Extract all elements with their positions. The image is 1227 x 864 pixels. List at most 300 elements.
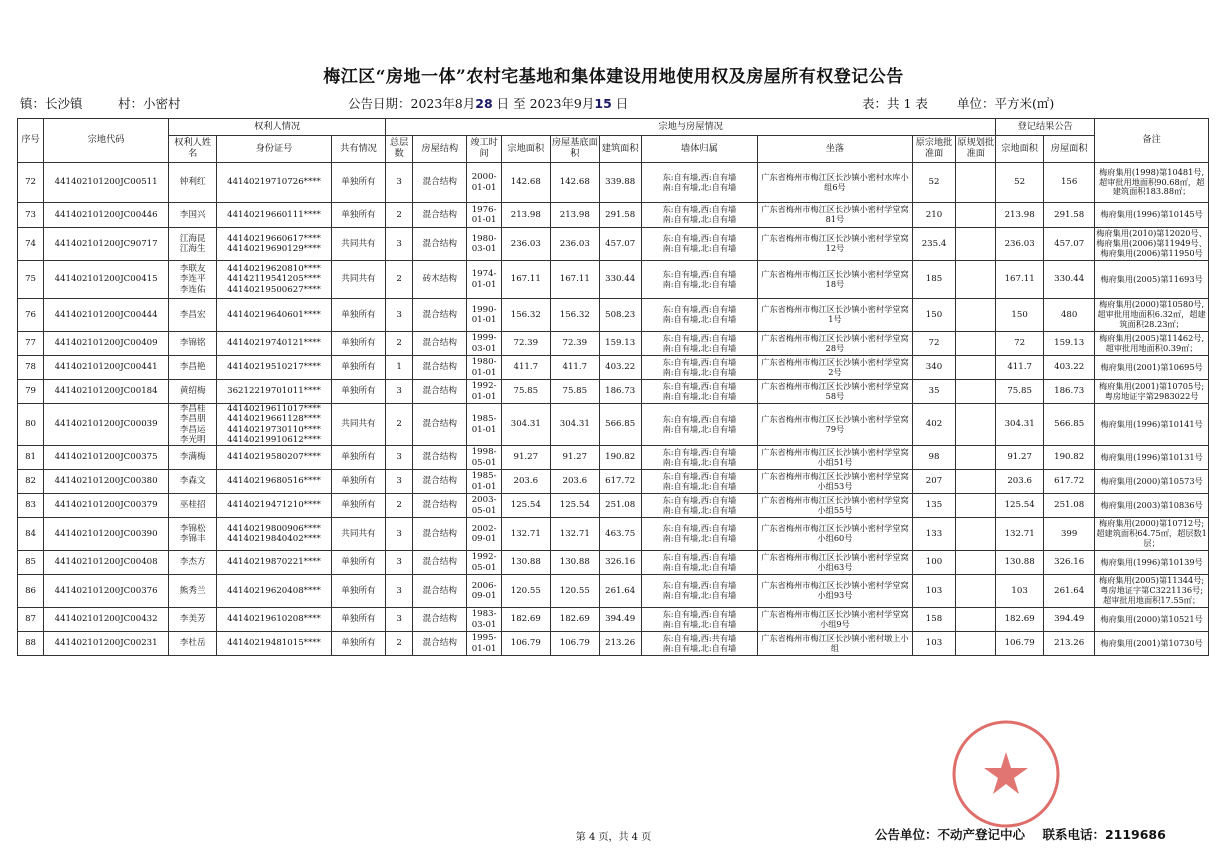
cell-code: 441402101200JC00231 [44,632,169,656]
cell-rhouse: 291.58 [1044,203,1095,228]
cell-loc: 广东省梅州市梅江区长沙镇小密村学堂窝79号 [758,404,912,446]
cell-plan [956,404,996,446]
cell-plan [956,380,996,404]
cell-name: 李昌宏 [169,299,217,332]
cell-share: 单独所有 [331,380,385,404]
cell-share: 单独所有 [331,203,385,228]
cell-code: 441402101200JC00379 [44,494,169,518]
cell-remark: 梅府集用(2000)第10580号,超审批用地面积6.32㎡，超建筑面积28.23㎡； [1095,299,1209,332]
cell-name: 李联友 李连平 李连佑 [169,261,217,299]
cell-structure: 混合结构 [413,380,467,404]
cell-built: 1974-01-01 [467,261,501,299]
cell-id: 44140219580207**** [217,446,332,470]
cell-base: 142.68 [550,163,599,203]
cell-remark: 梅府集用(2005)第11344号;粤房地证字第C3221136号;超审批用地面积17.55㎡； [1095,575,1209,608]
cell-orig: 72 [912,332,956,356]
cell-code: 441402101200JC00415 [44,261,169,299]
cell-id: 44140219680516**** [217,470,332,494]
cell-build: 190.82 [599,446,641,470]
announcing-unit: 公告单位：不动产登记中心 [875,827,1026,842]
cell-plan [956,163,996,203]
cell-code: 441402101200JC00380 [44,470,169,494]
cell-build: 251.08 [599,494,641,518]
cell-built: 1976-01-01 [467,203,501,228]
official-seal [950,718,1062,830]
cell-structure: 混合结构 [413,163,467,203]
header-seq: 序号 [18,119,44,163]
cell-structure: 混合结构 [413,518,467,551]
cell-land: 75.85 [501,380,550,404]
cell-base: 120.55 [550,575,599,608]
cell-orig: 135 [912,494,956,518]
unit-label: 单位：平方米(㎡) [957,96,1055,111]
header-orig-area: 原宗地批准面 [912,136,956,163]
cell-wall: 东:自有墙,西:自有墙 南:自有墙,北:自有墙 [641,261,758,299]
cell-name: 李杰方 [169,551,217,575]
cell-rhouse: 617.72 [1044,470,1095,494]
cell-loc: 广东省梅州市梅江区长沙镇小密村学堂窝12号 [758,228,912,261]
announcement-date [348,94,628,112]
cell-loc: 广东省梅州市梅江区长沙镇小密村学堂窝小组60号 [758,518,912,551]
date-mid: 日 至 2023年9月 [496,96,595,111]
cell-rhouse: 394.49 [1044,608,1095,632]
cell-rhouse: 403.22 [1044,356,1095,380]
cell-rhouse: 159.13 [1044,332,1095,356]
cell-id: 44140219660111**** [217,203,332,228]
cell-id: 44140219740121**** [217,332,332,356]
cell-land: 142.68 [501,163,550,203]
cell-name: 江海昆 江海生 [169,228,217,261]
cell-remark: 梅府集用(2005)第11693号 [1095,261,1209,299]
cell-plan [956,470,996,494]
cell-name: 李昌桂 李昌朋 李昌运 李光明 [169,404,217,446]
cell-orig: 158 [912,608,956,632]
cell-code: 441402101200JC00039 [44,404,169,446]
page-number: 第 4 页，共 4 页 [575,832,652,843]
cell-share: 单独所有 [331,356,385,380]
cell-wall: 东:自有墙,西:自有墙 南:自有墙,北:自有墙 [641,404,758,446]
cell-structure: 混合结构 [413,575,467,608]
cell-plan [956,494,996,518]
cell-plan [956,575,996,608]
cell-code: 441402101200JC00408 [44,551,169,575]
cell-build: 330.44 [599,261,641,299]
cell-base: 91.27 [550,446,599,470]
cell-orig: 340 [912,356,956,380]
cell-rland: 236.03 [996,228,1044,261]
cell-floors: 2 [386,404,413,446]
header-remark: 备注 [1095,119,1209,163]
header-land-area: 宗地面积 [501,136,550,163]
cell-share: 单独所有 [331,446,385,470]
cell-rhouse: 213.26 [1044,632,1095,656]
cell-land: 304.31 [501,404,550,446]
cell-wall: 东:自有墙,西:自有墙 南:自有墙,北:自有墙 [641,356,758,380]
cell-seq: 77 [18,332,44,356]
header-plan-area: 原规划批准面 [956,136,996,163]
cell-wall: 东:自有墙,西:自有墙 南:自有墙,北:自有墙 [641,494,758,518]
cell-build: 566.85 [599,404,641,446]
cell-id: 44140219610208**** [217,608,332,632]
cell-build: 339.88 [599,163,641,203]
cell-loc: 广东省梅州市梅江区长沙镇小密村学堂窝小组51号 [758,446,912,470]
cell-loc: 广东省梅州市梅江区长沙镇小密村学堂窝小组93号 [758,575,912,608]
registration-table [17,118,1209,656]
cell-structure: 混合结构 [413,356,467,380]
cell-share: 共同共有 [331,518,385,551]
cell-land: 156.32 [501,299,550,332]
cell-floors: 3 [386,163,413,203]
cell-base: 156.32 [550,299,599,332]
cell-structure: 混合结构 [413,446,467,470]
cell-seq: 79 [18,380,44,404]
cell-wall: 东:自有墙,西:自有墙 南:自有墙,北:自有墙 [641,551,758,575]
header-location: 坐落 [758,136,912,163]
cell-name: 巫桂招 [169,494,217,518]
cell-rhouse: 326.16 [1044,551,1095,575]
cell-name: 李锦松 李锦丰 [169,518,217,551]
cell-base: 213.98 [550,203,599,228]
cell-structure: 混合结构 [413,332,467,356]
cell-rland: 106.79 [996,632,1044,656]
cell-rhouse: 399 [1044,518,1095,551]
cell-wall: 东:自有墙,西:自有墙 南:自有墙,北:自有墙 [641,470,758,494]
header-built: 竣工时间 [467,136,501,163]
cell-id: 44140219471210**** [217,494,332,518]
table-row [18,356,1209,380]
cell-rland: 203.6 [996,470,1044,494]
cell-share: 单独所有 [331,494,385,518]
cell-wall: 东:自有墙,西:自有墙 南:自有墙,北:自有墙 [641,446,758,470]
cell-seq: 83 [18,494,44,518]
cell-base: 130.88 [550,551,599,575]
table-row [18,404,1209,446]
cell-seq: 76 [18,299,44,332]
cell-built: 2000-01-01 [467,163,501,203]
cell-remark: 梅府集用(2010)第12020号、梅府集用(2006)第11949号、梅府集用(2006)第11950号 [1095,228,1209,261]
table-row [18,299,1209,332]
cell-rland: 132.71 [996,518,1044,551]
cell-seq: 87 [18,608,44,632]
cell-orig: 133 [912,518,956,551]
header-base-area: 房屋基底面积 [550,136,599,163]
cell-id: 44140219620810**** 44142119541205**** 44140219500627**** [217,261,332,299]
cell-build: 213.26 [599,632,641,656]
cell-code: 441402101200JC00390 [44,518,169,551]
cell-loc: 广东省梅州市梅江区长沙镇小密村学堂窝小组63号 [758,551,912,575]
header-result-group: 登记结果公告 [996,119,1095,136]
cell-remark: 梅府集用(2005)第11462号,超审批用地面积0.39㎡； [1095,332,1209,356]
cell-id: 44140219800906**** 44140219840402**** [217,518,332,551]
cell-code: 441402101200JC00184 [44,380,169,404]
cell-built: 1992-01-01 [467,380,501,404]
cell-remark: 梅府集用(1996)第10131号 [1095,446,1209,470]
cell-share: 单独所有 [331,551,385,575]
cell-share: 共同共有 [331,404,385,446]
table-row [18,494,1209,518]
cell-build: 508.23 [599,299,641,332]
footer-contact [875,825,1166,843]
cell-orig: 98 [912,446,956,470]
date-suffix: 日 [615,96,629,111]
table-row [18,551,1209,575]
header-floors: 总层数 [386,136,413,163]
cell-build: 394.49 [599,608,641,632]
cell-base: 411.7 [550,356,599,380]
cell-structure: 混合结构 [413,404,467,446]
cell-built: 2003-05-01 [467,494,501,518]
cell-plan [956,332,996,356]
cell-structure: 混合结构 [413,494,467,518]
cell-orig: 185 [912,261,956,299]
cell-land: 236.03 [501,228,550,261]
date-prefix: 公告日期：2023年8月 [348,96,476,111]
cell-floors: 2 [386,261,413,299]
cell-floors: 3 [386,518,413,551]
cell-built: 1999-03-01 [467,332,501,356]
cell-rland: 75.85 [996,380,1044,404]
cell-land: 125.54 [501,494,550,518]
cell-land: 132.71 [501,518,550,551]
cell-remark: 梅府集用(2001)第10705号;粤房地证字第2983022号 [1095,380,1209,404]
cell-loc: 广东省梅州市梅江区长沙镇小密村学堂窝81号 [758,203,912,228]
cell-share: 单独所有 [331,163,385,203]
cell-seq: 84 [18,518,44,551]
cell-built: 1980-01-01 [467,356,501,380]
cell-land: 411.7 [501,356,550,380]
header-land-group: 宗地与房屋情况 [386,119,996,136]
table-row [18,632,1209,656]
cell-structure: 混合结构 [413,632,467,656]
cell-base: 132.71 [550,518,599,551]
cell-built: 1995-01-01 [467,632,501,656]
header-share: 共有情况 [331,136,385,163]
cell-rland: 130.88 [996,551,1044,575]
cell-loc: 广东省梅州市梅江区长沙镇小密村学堂窝58号 [758,380,912,404]
cell-floors: 3 [386,608,413,632]
cell-orig: 207 [912,470,956,494]
cell-built: 1985-01-01 [467,404,501,446]
cell-rland: 182.69 [996,608,1044,632]
cell-share: 单独所有 [331,332,385,356]
cell-orig: 52 [912,163,956,203]
cell-base: 106.79 [550,632,599,656]
cell-seq: 86 [18,575,44,608]
cell-built: 1990-01-01 [467,299,501,332]
header-code: 宗地代码 [44,119,169,163]
cell-floors: 1 [386,356,413,380]
cell-land: 120.55 [501,575,550,608]
cell-id: 44140219481015**** [217,632,332,656]
cell-wall: 东:自有墙,西:自有墙 南:自有墙,北:自有墙 [641,575,758,608]
cell-orig: 100 [912,551,956,575]
cell-built: 2002-09-01 [467,518,501,551]
cell-land: 203.6 [501,470,550,494]
cell-share: 单独所有 [331,632,385,656]
header-result-land: 宗地面积 [996,136,1044,163]
cell-rland: 213.98 [996,203,1044,228]
cell-share: 单独所有 [331,575,385,608]
table-row [18,518,1209,551]
cell-seq: 81 [18,446,44,470]
cell-rland: 103 [996,575,1044,608]
cell-name: 李杜岳 [169,632,217,656]
cell-name: 李锦铭 [169,332,217,356]
cell-plan [956,261,996,299]
cell-loc: 广东省梅州市梅江区长沙镇小密村学堂窝2号 [758,356,912,380]
cell-structure: 混合结构 [413,551,467,575]
cell-rland: 304.31 [996,404,1044,446]
cell-id: 44140219510217**** [217,356,332,380]
page-title: 梅江区“房地一体”农村宅基地和集体建设用地使用权及房屋所有权登记公告 [323,67,904,87]
cell-base: 236.03 [550,228,599,261]
cell-rland: 150 [996,299,1044,332]
cell-loc: 广东省梅州市梅江区长沙镇小密村水库小组6号 [758,163,912,203]
table-row [18,380,1209,404]
cell-build: 403.22 [599,356,641,380]
cell-structure: 砖木结构 [413,261,467,299]
cell-id: 44140219870221**** [217,551,332,575]
cell-built: 1998-05-01 [467,446,501,470]
cell-orig: 402 [912,404,956,446]
cell-code: 441402101200JC00511 [44,163,169,203]
cell-name: 李森文 [169,470,217,494]
cell-land: 213.98 [501,203,550,228]
cell-remark: 梅府集用(2001)第10730号 [1095,632,1209,656]
cell-orig: 35 [912,380,956,404]
cell-rhouse: 190.82 [1044,446,1095,470]
cell-code: 441402101200JC00444 [44,299,169,332]
cell-name: 黄绍梅 [169,380,217,404]
cell-base: 125.54 [550,494,599,518]
cell-code: 441402101200JC00441 [44,356,169,380]
cell-id: 44140219611017**** 44140219661128**** 44140219730110**** 44140219910612**** [217,404,332,446]
cell-seq: 88 [18,632,44,656]
cell-floors: 2 [386,494,413,518]
cell-base: 203.6 [550,470,599,494]
header-build-area: 建筑面积 [599,136,641,163]
cell-rhouse: 330.44 [1044,261,1095,299]
cell-id: 44140219640601**** [217,299,332,332]
cell-rhouse: 480 [1044,299,1095,332]
table-row [18,163,1209,203]
cell-floors: 2 [386,632,413,656]
cell-floors: 3 [386,299,413,332]
cell-id: 44140219710726**** [217,163,332,203]
cell-rland: 52 [996,163,1044,203]
cell-build: 617.72 [599,470,641,494]
cell-build: 159.13 [599,332,641,356]
cell-seq: 82 [18,470,44,494]
cell-land: 167.11 [501,261,550,299]
cell-plan [956,608,996,632]
cell-code: 441402101200JC90717 [44,228,169,261]
cell-remark: 梅府集用(2000)第10573号 [1095,470,1209,494]
header-owner-group: 权利人情况 [169,119,386,136]
cell-floors: 3 [386,228,413,261]
cell-name: 李昌艳 [169,356,217,380]
cell-plan [956,228,996,261]
cell-rhouse: 156 [1044,163,1095,203]
cell-orig: 103 [912,632,956,656]
cell-floors: 3 [386,551,413,575]
cell-plan [956,299,996,332]
cell-seq: 78 [18,356,44,380]
cell-remark: 梅府集用(1996)第10139号 [1095,551,1209,575]
cell-floors: 3 [386,446,413,470]
cell-floors: 3 [386,575,413,608]
cell-rhouse: 261.64 [1044,575,1095,608]
cell-loc: 广东省梅州市梅江区长沙镇小密村学堂窝18号 [758,261,912,299]
cell-code: 441402101200JC00376 [44,575,169,608]
cell-orig: 150 [912,299,956,332]
header-wall: 墙体归属 [641,136,758,163]
cell-rhouse: 457.07 [1044,228,1095,261]
table-row [18,575,1209,608]
date-day-end: 15 [594,96,612,111]
cell-base: 182.69 [550,608,599,632]
cell-floors: 2 [386,332,413,356]
cell-plan [956,446,996,470]
town-label: 镇：长沙镇 [20,96,83,111]
cell-name: 钟利红 [169,163,217,203]
cell-base: 304.31 [550,404,599,446]
cell-rland: 411.7 [996,356,1044,380]
cell-rhouse: 186.73 [1044,380,1095,404]
cell-structure: 混合结构 [413,608,467,632]
cell-built: 1985-01-01 [467,470,501,494]
cell-plan [956,632,996,656]
cell-rland: 72 [996,332,1044,356]
cell-land: 182.69 [501,608,550,632]
cell-land: 72.39 [501,332,550,356]
cell-remark: 梅府集用(2003)第10836号 [1095,494,1209,518]
cell-seq: 74 [18,228,44,261]
cell-share: 单独所有 [331,470,385,494]
cell-wall: 东:自有墙,西:自有墙 南:自有墙,北:自有墙 [641,228,758,261]
cell-remark: 梅府集用(1998)第10481号,超审批用地面积90.68㎡，超建筑面积183.88㎡； [1095,163,1209,203]
cell-wall: 东:自有墙,西:共有墙 南:自有墙,北:自有墙 [641,632,758,656]
cell-name: 李美芳 [169,608,217,632]
cell-seq: 73 [18,203,44,228]
cell-floors: 3 [386,380,413,404]
cell-wall: 东:自有墙,西:自有墙 南:自有墙,北:自有墙 [641,332,758,356]
cell-share: 共同共有 [331,261,385,299]
cell-structure: 混合结构 [413,228,467,261]
table-row [18,608,1209,632]
cell-orig: 103 [912,575,956,608]
cell-loc: 广东省梅州市梅江区长沙镇小密村学堂窝小组9号 [758,608,912,632]
cell-rland: 167.11 [996,261,1044,299]
cell-built: 1980-03-01 [467,228,501,261]
header-name: 权利人姓名 [169,136,217,163]
cell-name: 李国兴 [169,203,217,228]
cell-loc: 广东省梅州市梅江区长沙镇小密村学堂窝28号 [758,332,912,356]
cell-remark: 梅府集用(1996)第10145号 [1095,203,1209,228]
cell-code: 441402101200JC00446 [44,203,169,228]
cell-remark: 梅府集用(1996)第10141号 [1095,404,1209,446]
cell-loc: 广东省梅州市梅江区长沙镇小密村学堂窝小组55号 [758,494,912,518]
contact-phone: 联系电话：2119686 [1042,827,1166,842]
cell-floors: 2 [386,203,413,228]
cell-rhouse: 566.85 [1044,404,1095,446]
cell-seq: 75 [18,261,44,299]
cell-structure: 混合结构 [413,299,467,332]
cell-wall: 东:自有墙,西:自有墙 南:自有墙,北:自有墙 [641,380,758,404]
cell-seq: 85 [18,551,44,575]
cell-rland: 91.27 [996,446,1044,470]
table-row [18,261,1209,299]
